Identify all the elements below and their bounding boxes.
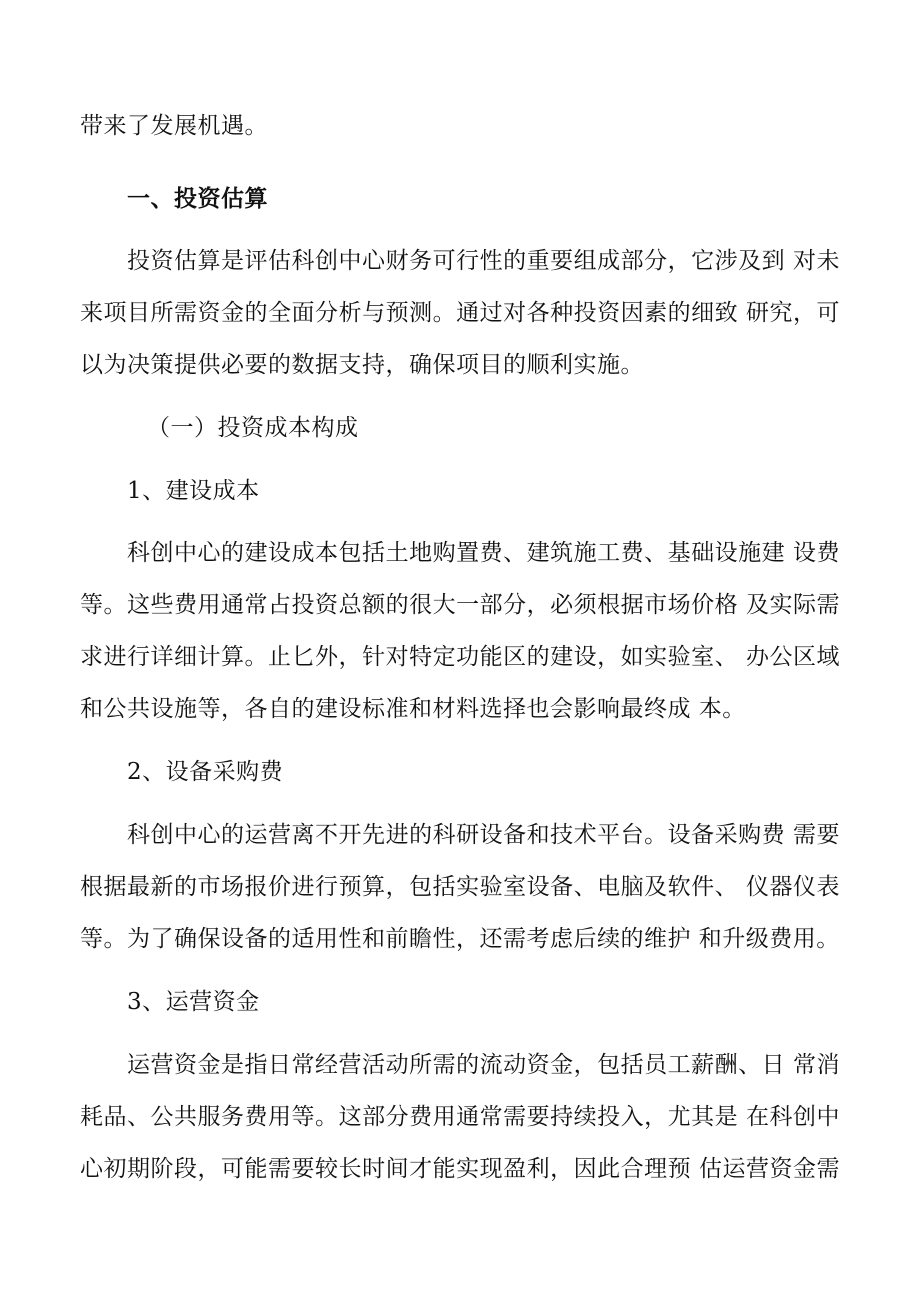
item-1-line-1: 科创中心的建设成本包括土地购置费、建筑施工费、基础设施建 设费 [127,540,840,566]
continuation-line: 带来了发展机遇。 [80,113,268,139]
item-1-title: 1、建设成本 [127,478,260,504]
section-title: 一、投资估算 [127,185,268,212]
item-3-line-1: 运营资金是指日常经营活动所需的流动资金，包括员工薪酬、日 常消 [127,1052,840,1078]
item-1-line-4: 和公共设施等，各自的建设标准和材料选择也会影响最终成 本。 [80,696,746,722]
item-2-title: 2、设备采购费 [127,759,284,785]
intro-line-1: 投资估算是评估科创中心财务可行性的重要组成部分，它涉及到 对未 [127,248,840,274]
item-3-line-2: 耗品、公共服务费用等。这部分费用通常需要持续投入，尤其是 在科创中 [80,1104,840,1130]
item-2-line-2: 根据最新的市场报价进行预算，包括实验室设备、电脑及软件、 仪器仪表 [80,874,840,900]
item-3-title: 3、运营资金 [127,989,260,1015]
intro-line-2: 来项目所需资金的全面分析与预测。通过对各种投资因素的细致 研究，可 [80,300,840,326]
intro-line-3: 以为决策提供必要的数据支持，确保项目的顺利实施。 [80,352,644,378]
subsection-title: （一）投资成本构成 [147,415,359,441]
item-2-line-1: 科创中心的运营离不开先进的科研设备和技术平台。设备采购费 需要 [127,822,840,848]
item-1-line-3: 求进行详细计算。止匕外，针对特定功能区的建设，如实验室、 办公区域 [80,644,840,670]
item-2-line-3: 等。为了确保设备的适用性和前瞻性，还需考虑后续的维护 和升级费用。 [80,926,840,952]
item-1-line-2: 等。这些费用通常占投资总额的很大一部分，必须根据市场价格 及实际需 [80,592,840,618]
item-3-line-3: 心初期阶段，可能需要较长时间才能实现盈利，因此合理预 估运营资金需 [80,1156,840,1182]
